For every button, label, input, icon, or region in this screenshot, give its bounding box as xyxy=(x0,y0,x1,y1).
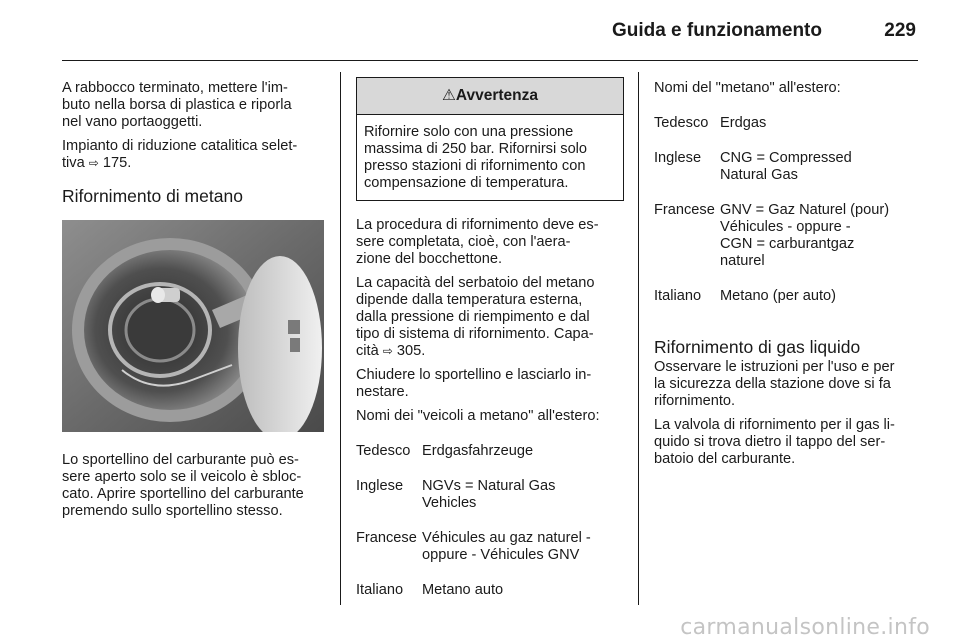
table-row xyxy=(356,443,591,478)
name-cell: Metano auto xyxy=(422,582,504,598)
table-row xyxy=(356,478,591,530)
page-ref: 305. xyxy=(396,343,426,359)
left-column xyxy=(62,80,332,527)
table-row xyxy=(654,115,889,150)
header-rule xyxy=(62,60,918,61)
fuel-door-photo xyxy=(62,220,324,432)
name-cell: NGVs = Natural Gas Vehicles xyxy=(422,478,556,511)
section-heading: Rifornimento di gas liquido xyxy=(654,337,861,357)
watermark: carmanualsonline.info xyxy=(680,615,930,640)
name-cell: Erdgasfahrzeuge xyxy=(422,443,534,459)
language-cell: Italiano xyxy=(654,288,702,304)
paragraph xyxy=(62,138,332,172)
language-cell: Francese xyxy=(654,202,715,218)
language-cell: Francese xyxy=(356,530,417,546)
section-title: Guida e funzionamento xyxy=(611,20,822,41)
vehicle-names-table xyxy=(356,443,591,617)
paragraph: A rabbocco terminato, mettere l'im- buto nella borsa di plastica e riporla nel vano portaoggetti. xyxy=(62,80,292,130)
language-cell: Tedesco xyxy=(654,115,709,131)
warning-header xyxy=(357,78,623,115)
paragraph: Nomi del "metano" all'estero: xyxy=(654,80,841,96)
gas-names-table xyxy=(654,115,889,323)
name-cell: Véhicules au gaz naturel - oppure - Véhicules GNV xyxy=(422,530,591,563)
table-row xyxy=(654,288,889,323)
paragraph: Lo sportellino del carburante può es- sere aperto solo se il veicolo è sbloc- cato. Aprire sportellino del carburante premendo sullo sportellino stesso. xyxy=(62,452,304,519)
section-heading: Rifornimento di metano xyxy=(62,186,243,206)
warning-title: Avvertenza xyxy=(455,87,539,104)
middle-column xyxy=(356,80,624,617)
language-cell: Inglese xyxy=(654,150,702,166)
paragraph: Chiudere lo sportellino e lasciarlo in- nestare. xyxy=(356,367,592,400)
paragraph: Nomi dei "veicoli a metano" all'estero: xyxy=(356,408,600,424)
page-ref-icon: ⇨ xyxy=(382,344,393,358)
table-row xyxy=(356,582,591,617)
paragraph: La procedura di rifornimento deve es- sere completata, cioè, con l'aera- zione del bocchettone. xyxy=(356,217,599,267)
column-divider xyxy=(340,72,341,605)
column-divider xyxy=(638,72,639,605)
right-column xyxy=(654,80,924,475)
name-cell: Metano (per auto) xyxy=(720,288,837,304)
warning-box xyxy=(356,77,624,201)
language-cell: Italiano xyxy=(356,582,404,598)
page-ref-icon: ⇨ xyxy=(88,156,99,170)
name-cell: CNG = Compressed Natural Gas xyxy=(720,150,852,183)
name-cell: Erdgas xyxy=(720,115,767,131)
table-row xyxy=(654,150,889,202)
warning-icon: ⚠ xyxy=(441,87,456,104)
language-cell: Tedesco xyxy=(356,443,411,459)
paragraph: La valvola di rifornimento per il gas li- quido si trova dietro il tappo del ser- batoio del carburante. xyxy=(654,417,895,467)
page-number: 229 xyxy=(884,20,916,41)
warning-body: Rifornire solo con una pressione massima di 250 bar. Rifornirsi solo presso stazioni di rifornimento con compensazione di temperatura. xyxy=(364,124,588,191)
name-cell: GNV = Gaz Naturel (pour) Véhicules - oppure - CGN = carburantgaz naturel xyxy=(720,202,890,269)
page-ref: 175. xyxy=(102,155,132,171)
paragraph-text: La capacità del serbatoio del metano dipende dalla temperatura esterna, dalla pressione di riempimento e dal tipo di sistema di rifornimento. Capa- cità xyxy=(356,275,595,359)
language-cell: Inglese xyxy=(356,478,404,494)
paragraph-text: Impianto di riduzione catalitica selet- tiva xyxy=(62,138,298,171)
paragraph: Osservare le istruzioni per l'uso e per la sicurezza della stazione dove si fa rifornimento. xyxy=(654,359,895,409)
paragraph xyxy=(356,275,624,360)
table-row xyxy=(654,202,889,288)
table-row xyxy=(356,530,591,582)
